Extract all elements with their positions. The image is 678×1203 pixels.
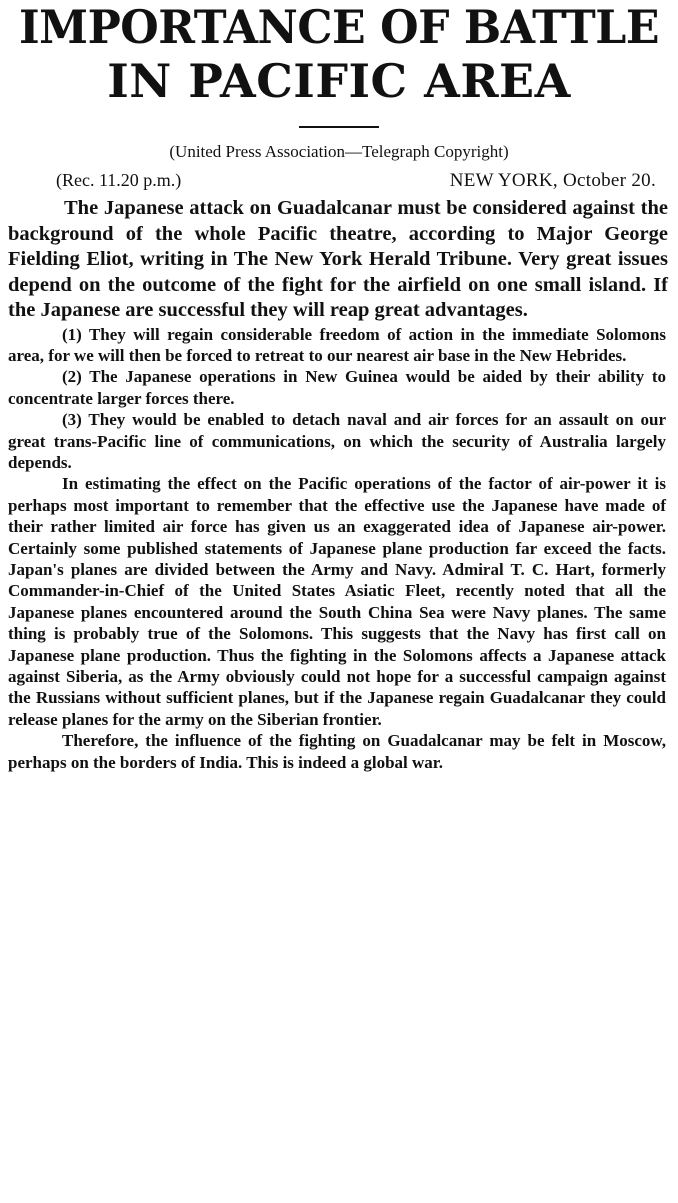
wire-credit: (United Press Association—Telegraph Copyright) <box>169 142 509 161</box>
lead-paragraph: The Japanese attack on Guadalcanar must be considered against the background of the whole Pacific theatre, according to Major George Fielding Eliot, writing in The New York Herald Tribune. Very great issues depend on the outcome of the fight for the airfield on one small island. If the Japanese are successful they will reap great advantages. <box>8 197 668 321</box>
point-2: (2) The Japanese operations in New Guinea would be aided by their ability to concentrate larger forces there. <box>8 367 666 408</box>
airpower-paragraph: In estimating the effect on the Pacific operations of the factor of air-power it is perhaps most important to remember that the effective use the Japanese have made of their rather limited air force has given us an exaggerated idea of Japanese air-power. Certainly some published statements of Japanese plane production far exceed the facts. Japan's planes are divided between the Army and Navy. Admiral T. C. Hart, formerly Commander-in-Chief of the United States Asiatic Fleet, recently noted that all the Japanese planes encountered around the South China Sea were Navy planes. The same thing is probably true of the Solomons. This suggests that the Navy has first call on Japanese plane production. Thus the fighting in the Solomons affects a Japanese attack against Siberia, as the Army obviously could not hope for a successful campaign against the Russians without sufficient planes, but if the Japanese regain Guadalcanar they could release planes for the army on the Siberian frontier. <box>8 474 666 729</box>
point-1: (1) They will regain considerable freedom of action in the immediate Solomons area, for we will then be forced to retreat to our nearest air base in the New Hebrides. <box>8 324 666 365</box>
dateline: NEW YORK, October 20. <box>449 170 656 191</box>
headline-line-1: IMPORTANCE OF BATTLE <box>18 0 660 54</box>
article-body <box>4 196 674 773</box>
point-3: (3) They would be enabled to detach naval and air forces for an assault on our great trans-Pacific line of communications, on which the security of Australia largely depends. <box>8 410 666 472</box>
dateline-row <box>56 170 656 192</box>
headline-line-2: IN PACIFIC AREA <box>107 54 571 108</box>
headline <box>4 0 674 108</box>
headline-rule <box>299 126 379 128</box>
received-time: (Rec. 11.20 p.m.) <box>56 170 182 190</box>
conclusion-paragraph: Therefore, the influence of the fighting on Guadalcanar may be felt in Moscow, perhaps on the borders of India. This is indeed a global war. <box>8 731 666 772</box>
